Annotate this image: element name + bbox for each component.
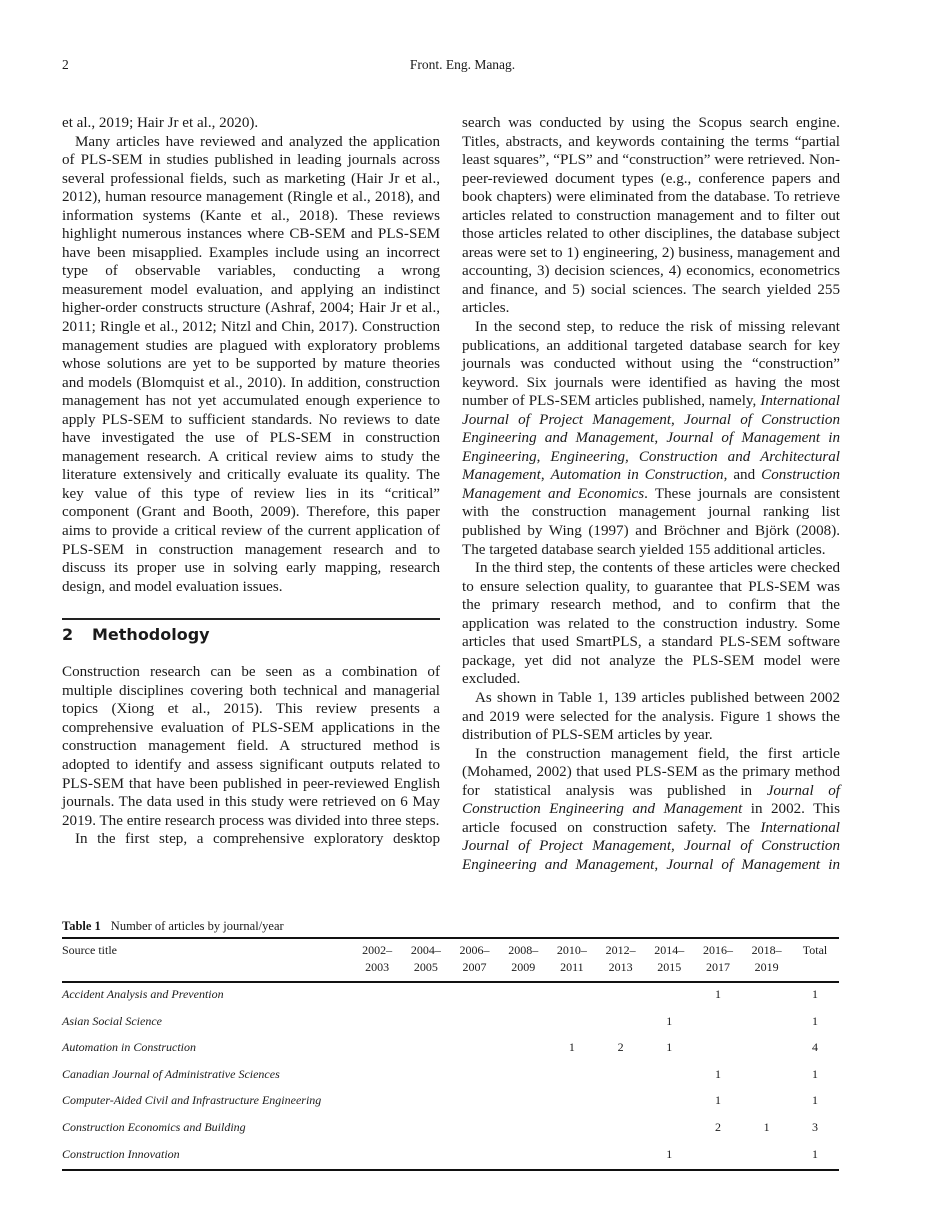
journal-title: Journal of Construction Engineering and Management [462,782,840,818]
cell-count [450,1143,499,1171]
table-label: Table 1 [62,919,101,933]
section-divider [62,618,440,620]
cell-total: 1 [812,1093,818,1108]
cell-count [499,1063,548,1090]
cell-count [694,1010,743,1037]
table-header-row [62,938,839,982]
cell-count [548,1116,597,1143]
cell-count [596,1143,645,1171]
cell-count [499,982,548,1010]
cell-count: 1 [666,1146,673,1161]
articles-table [62,937,839,1171]
section-title: Methodology [92,625,210,645]
cell-count [402,1010,451,1037]
cell-count: 2 [617,1040,624,1055]
page-number: 2 [62,57,69,72]
paragraph [462,745,840,875]
cell-count [499,1116,548,1143]
paragraph: In the first step, a comprehensive exploratory desktop [75,831,440,848]
cell-count [694,1036,743,1063]
cell-count [402,1143,451,1171]
cell-count: 1 [568,1040,575,1055]
column-header-year: 2010– 2011 [556,943,587,974]
cell-count [742,1036,791,1063]
table-row [62,1089,839,1116]
cell-count [402,982,451,1010]
table-1 [62,919,839,1171]
cell-count [353,1089,402,1116]
cell-count [402,1036,451,1063]
table-caption [62,919,839,934]
cell-total: 4 [812,1040,818,1055]
cell-source-title: Accident Analysis and Prevention [62,987,224,1001]
cell-count [548,1010,597,1037]
cell-count [402,1063,451,1090]
cell-count: 1 [714,1093,721,1108]
section-number: 2 [62,625,74,645]
cell-count [548,1089,597,1116]
cell-count: 2 [714,1119,721,1134]
cell-count [596,1089,645,1116]
cell-source-title: Construction Economics and Building [62,1119,246,1134]
cell-count [742,982,791,1010]
text-run: In the second step, to reduce the risk of missing relevant publications, an additional targeted database search for key journals was conducted without using the “construction” keyword. Six journals were identified as having the most number of PLS-SEM articles published, namely, [462,319,840,410]
column-header-year: 2006– 2007 [459,943,490,974]
journal-title: Engineering, Construction and Architectural Management [462,448,840,484]
cell-count [742,1143,791,1171]
cell-total: 3 [812,1119,818,1134]
cell-count [596,1116,645,1143]
text-run: , [671,838,685,855]
cell-source-title: Computer-Aided Civil and Infrastructure Engineering [62,1093,322,1108]
table-row [62,1116,839,1143]
cell-count [499,1036,548,1063]
journal-title: Construction Management and Economics [462,467,840,502]
right-column [462,114,840,874]
journal-title: International Journal of Project Management [462,819,840,855]
cell-count [548,1063,597,1090]
cell-total: 1 [812,1066,818,1081]
paragraph: As shown in Table 1, 139 articles published between 2002 and 2019 were selected for the analysis. Figure 1 shows the distribution of PLS-SEM articles by year. [462,689,840,744]
cell-count [450,1010,499,1037]
cell-count [402,1089,451,1116]
column-header-year: 2014– 2015 [654,943,685,974]
column-header-year: 2002– 2003 [362,943,393,974]
cell-count [742,1010,791,1037]
cell-count [450,982,499,1010]
cell-count [353,1063,402,1090]
cell-source-title: Construction Innovation [62,1146,180,1161]
text-run: , [536,448,551,465]
cell-count [645,1089,694,1116]
cell-count: 1 [714,1066,721,1081]
paragraph: In the third step, the contents of these articles were checked to ensure selection quality, to guarantee that PLS-SEM was the primary research method, and to confirm that the application was related to the construction industry. Some articles that used SmartPLS, a standard PLS-SEM software package, yet did not analyze the PLS-SEM model were excluded. [462,560,840,688]
text-run: , and [723,467,762,484]
journal-title: Journal of Construction Engineering and Management [462,411,840,447]
cell-count [402,1116,451,1143]
cell-count [353,1116,402,1143]
column-header-year: 2008– 2009 [508,943,539,974]
cell-count [548,1143,597,1171]
column-header-source: Source title [62,943,117,957]
column-header-year: 2016– 2017 [702,943,733,974]
journal-name: Front. Eng. Manag. [409,57,516,72]
text-run: , [654,856,667,873]
cell-count [353,1010,402,1037]
cell-count [450,1036,499,1063]
journal-title: International Journal of Project Management [462,393,840,428]
column-header-year: 2004– 2005 [410,943,441,974]
cell-count [450,1063,499,1090]
text-run: , [671,411,685,428]
cell-source-title: Asian Social Science [62,1013,162,1028]
cell-count [645,982,694,1010]
cell-count: 1 [763,1119,770,1134]
cell-count [499,1089,548,1116]
cell-count [353,1143,402,1171]
cell-count [694,1143,743,1171]
cell-count [499,1143,548,1171]
cell-count [645,1063,694,1090]
paragraph: Construction research can be seen as a combination of multiple disciplines covering both technical and managerial topics (Xiong et al., 2015). This review presents a comprehensive evaluation of PLS-SEM applications in the construction management field. A structured method is adopted to identify and assess significant outputs related to PLS-SEM that have been published in peer-reviewed English journals. The data used in this study were retrieved on 6 May 2019. The entire research process was divided into three steps. [62,664,440,829]
cell-count [645,1116,694,1143]
column-header-year: 2018– 2019 [751,943,782,974]
table-caption-text: Number of articles by journal/year [110,919,284,933]
section-heading [62,624,440,646]
cell-source-title: Automation in Construction [62,1040,197,1055]
cell-source-title: Canadian Journal of Administrative Sciences [62,1066,280,1081]
cell-total: 1 [812,1146,818,1161]
running-header [62,57,863,77]
cell-count: 1 [666,1013,673,1028]
cell-total: 1 [812,987,818,1001]
text-run: , [540,467,551,484]
text-run: . These journals are consistent with the construction management journal ranking list published by Wing (1997) and Bröchner and Björk (2008). The targeted database search yielded 155 additional articles. [462,485,840,558]
table-row [62,1010,839,1037]
left-column [62,114,440,849]
cell-count [450,1089,499,1116]
table-body [62,982,839,1170]
paragraph: Many articles have reviewed and analyzed the application of PLS-SEM in studies published in leading journals across several professional fields, such as marketing (Hair Jr et al., 2012), human resource management (Ringle et al., 2018), and information systems (Kante et al., 2018). These reviews highlight numerous instances where CB-SEM and PLS-SEM have been misapplied. Examples include using an incorrect type of observable variables, conducting a wrong measurement model evaluation, and applying an indistinct higher-order constructs structure (Ashraf, 2004; Hair Jr et al., 2011; Ringle et al., 2012; Nitzl and Chin, 2017). Construction management studies are plagued with exploratory problems whose solutions are yet to be supported by mature theories and models (Blomquist et al., 2010). In addition, construction management has not yet accumulated enough experience to apply PLS-SEM to sufficient standards. No reviews to date have investigated the use of PLS-SEM in construction management research. A critical review aims to study the literature extensively and critically evaluate its quality. The key value of this type of review lies in its “critical” component (Grant and Booth, 2009). Therefore, this paper aims to provide a critical review of the current application of PLS-SEM in construction management research and to discuss its proper use in solving early mapping, research design, and model evaluation issues. [62,133,440,595]
text-run: , [654,430,667,447]
cell-count [499,1010,548,1037]
cell-count [596,1010,645,1037]
cell-count [450,1116,499,1143]
cell-count [742,1089,791,1116]
cell-count: 1 [714,987,721,1001]
paragraph: et al., 2019; Hair Jr et al., 2020). [62,115,259,131]
table-row [62,1143,839,1171]
table-row [62,1063,839,1090]
table-row [62,982,839,1010]
paragraph: search was conducted by using the Scopus search engine. Titles, abstracts, and keywords containing the terms “partial least squares”, “PLS” and “construction” were retrieved. Non-peer-reviewed document types (e.g., conference papers and book chapters) were eliminated from the database. To retrieve articles related to construction management and to filter out those articles related to other disciplines, the database subject areas were set to 1) engineering, 2) business, management and accounting, 3) decision sciences, 4) economics, econometrics and finance, and 5) social sciences. The search yielded 255 articles. [462,115,840,317]
cell-count [353,1036,402,1063]
cell-total: 1 [812,1013,818,1028]
journal-title: Journal of Management in [666,856,841,873]
cell-count [548,982,597,1010]
paragraph [462,318,840,559]
cell-count [596,982,645,1010]
journal-title: Automation in Construction [550,467,724,484]
column-header-total: Total [802,943,828,957]
journal-title: Journal of Construction Engineering and Management [462,838,840,873]
cell-count [596,1063,645,1090]
cell-count [353,982,402,1010]
text-run: in 2002. This article focused on construction safety. The [462,801,840,836]
table-row [62,1036,839,1063]
column-header-year: 2012– 2013 [605,943,636,974]
cell-count: 1 [666,1040,673,1055]
cell-count [742,1063,791,1090]
text-run: In the construction management field, the first article (Mohamed, 2002) that used PLS-SEM as the primary method for statistical analysis was published in [462,745,840,799]
journal-title: Journal of Management in Engineering [462,430,841,465]
